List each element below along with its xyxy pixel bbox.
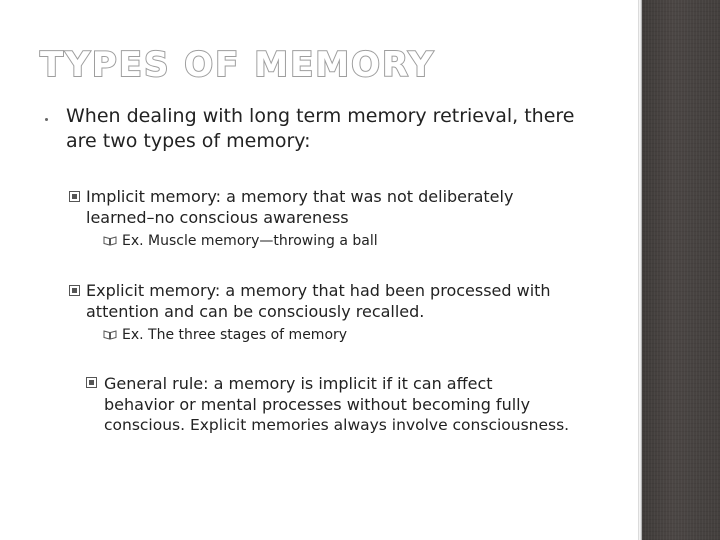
square-bullet-icon [69,191,80,202]
square-bullet-icon [86,377,97,388]
decorative-side-panel [642,0,720,540]
dot-bullet-icon [45,118,48,121]
slide-title: TYPES OF MEMORY [40,45,435,85]
explicit-line-2: attention and can be consciously recalled. [86,302,425,321]
square-bullet-icon [69,285,80,296]
book-bullet-icon [103,330,117,340]
rule-line-1: General rule: a memory is implicit if it can affect [104,374,493,393]
intro-line-2: are two types of memory: [66,130,311,152]
explicit-example: Ex. The three stages of memory [122,327,348,343]
implicit-example: Ex. Muscle memory—throwing a ball [122,233,378,249]
rule-line-2: behavior or mental processes without becoming fully [104,395,531,414]
book-bullet-icon [103,236,117,246]
explicit-line-1: Explicit memory: a memory that had been processed with [86,281,551,300]
rule-line-3: conscious. Explicit memories always involve consciousness. [104,416,570,434]
implicit-line-1: Implicit memory: a memory that was not deliberately [86,187,514,206]
implicit-line-2: learned–no conscious awareness [86,208,349,227]
intro-line-1: When dealing with long term memory retrieval, there [66,105,575,127]
